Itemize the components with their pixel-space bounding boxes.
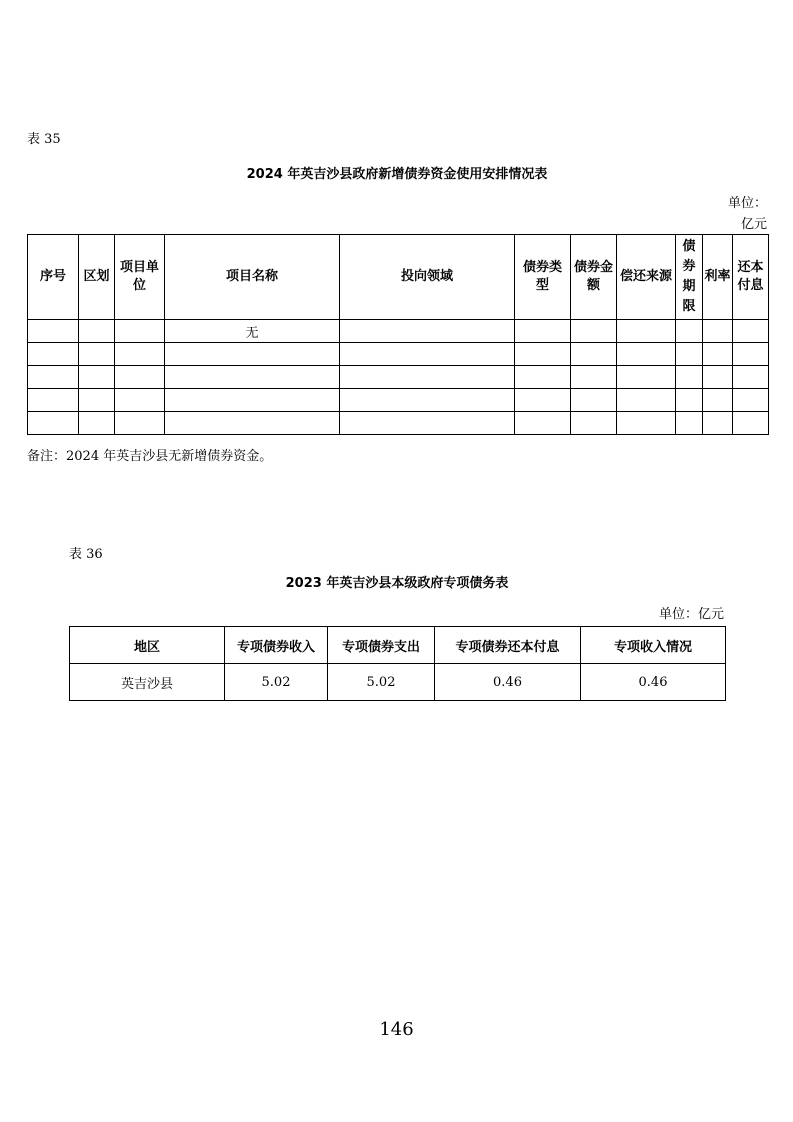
table-cell [703, 320, 733, 343]
table-cell: 无 [165, 320, 340, 343]
table-cell [79, 389, 115, 412]
table-cell: 英吉沙县 [70, 664, 225, 701]
header-cell: 项目名称 [165, 235, 340, 320]
table-cell [733, 389, 769, 412]
table-cell [340, 412, 515, 435]
table-cell [515, 320, 571, 343]
table-cell [165, 343, 340, 366]
header-cell: 项目单位 [115, 235, 165, 320]
table-cell [340, 320, 515, 343]
table-cell [617, 412, 676, 435]
table-cell [28, 320, 79, 343]
header-cell: 专项债券收入 [225, 627, 328, 664]
table-cell [515, 412, 571, 435]
table-cell [115, 389, 165, 412]
table-row [28, 412, 769, 435]
table-cell [115, 343, 165, 366]
table-cell [733, 343, 769, 366]
table-cell [676, 389, 703, 412]
table35-title: 2024 年英吉沙县政府新增债券资金使用安排情况表 [246, 167, 548, 182]
table-row [28, 366, 769, 389]
table-row [70, 664, 726, 701]
table35-unit-line2: 亿元 [740, 217, 767, 232]
table-cell [115, 412, 165, 435]
table-cell [571, 412, 617, 435]
table-cell [340, 389, 515, 412]
table-cell: 5.02 [328, 664, 435, 701]
table-cell [28, 412, 79, 435]
table36-title: 2023 年英吉沙县本级政府专项债务表 [285, 576, 509, 591]
table-cell: 0.46 [435, 664, 581, 701]
table-cell [79, 412, 115, 435]
table36 [69, 626, 726, 701]
table35-label: 表 35 [27, 132, 61, 147]
table-cell: 0.46 [581, 664, 726, 701]
table-cell [617, 366, 676, 389]
table-cell [515, 343, 571, 366]
table36-header-row [70, 627, 726, 664]
table-cell [79, 343, 115, 366]
table-cell [617, 343, 676, 366]
page-number: 146 [379, 1019, 414, 1040]
table35-header-row [28, 235, 769, 320]
table-cell [515, 389, 571, 412]
table-cell [115, 320, 165, 343]
table-cell [28, 343, 79, 366]
table35-unit-line1: 单位： [727, 196, 767, 211]
table-cell [571, 366, 617, 389]
table-cell [617, 389, 676, 412]
table36-unit: 单位：亿元 [658, 607, 724, 622]
table-cell [79, 366, 115, 389]
table-cell [733, 412, 769, 435]
table-cell [571, 320, 617, 343]
header-cell: 专项收入情况 [581, 627, 726, 664]
table-cell [28, 389, 79, 412]
table-cell [571, 389, 617, 412]
table36-label: 表 36 [69, 547, 103, 562]
table35-note: 备注：2024 年英吉沙县无新增债券资金。 [27, 449, 273, 464]
table-cell [703, 366, 733, 389]
table-cell: 5.02 [225, 664, 328, 701]
table35 [27, 234, 769, 435]
header-cell: 投向领域 [340, 235, 515, 320]
table-cell [676, 366, 703, 389]
table-cell [79, 320, 115, 343]
table-cell [733, 366, 769, 389]
table-cell [515, 366, 571, 389]
header-cell: 区划 [79, 235, 115, 320]
table-cell [165, 389, 340, 412]
table-cell [703, 343, 733, 366]
table-cell [28, 366, 79, 389]
table-row [28, 320, 769, 343]
table-cell [115, 366, 165, 389]
table-cell [733, 320, 769, 343]
header-cell: 序号 [28, 235, 79, 320]
table-cell [703, 412, 733, 435]
header-cell: 债券期限 [676, 235, 703, 320]
header-cell: 地区 [70, 627, 225, 664]
table-row [28, 343, 769, 366]
table-cell [340, 366, 515, 389]
header-cell: 专项债券还本付息 [435, 627, 581, 664]
table-cell [676, 412, 703, 435]
header-cell: 还本付息 [733, 235, 769, 320]
header-cell: 利率 [703, 235, 733, 320]
table-cell [340, 343, 515, 366]
header-cell: 偿还来源 [617, 235, 676, 320]
header-cell: 债券类型 [515, 235, 571, 320]
table-cell [676, 320, 703, 343]
table-cell [571, 343, 617, 366]
table-cell [165, 412, 340, 435]
table-cell [676, 343, 703, 366]
table-cell [703, 389, 733, 412]
header-cell: 专项债券支出 [328, 627, 435, 664]
header-cell: 债券金额 [571, 235, 617, 320]
table-cell [165, 366, 340, 389]
table-cell [617, 320, 676, 343]
table-row [28, 389, 769, 412]
